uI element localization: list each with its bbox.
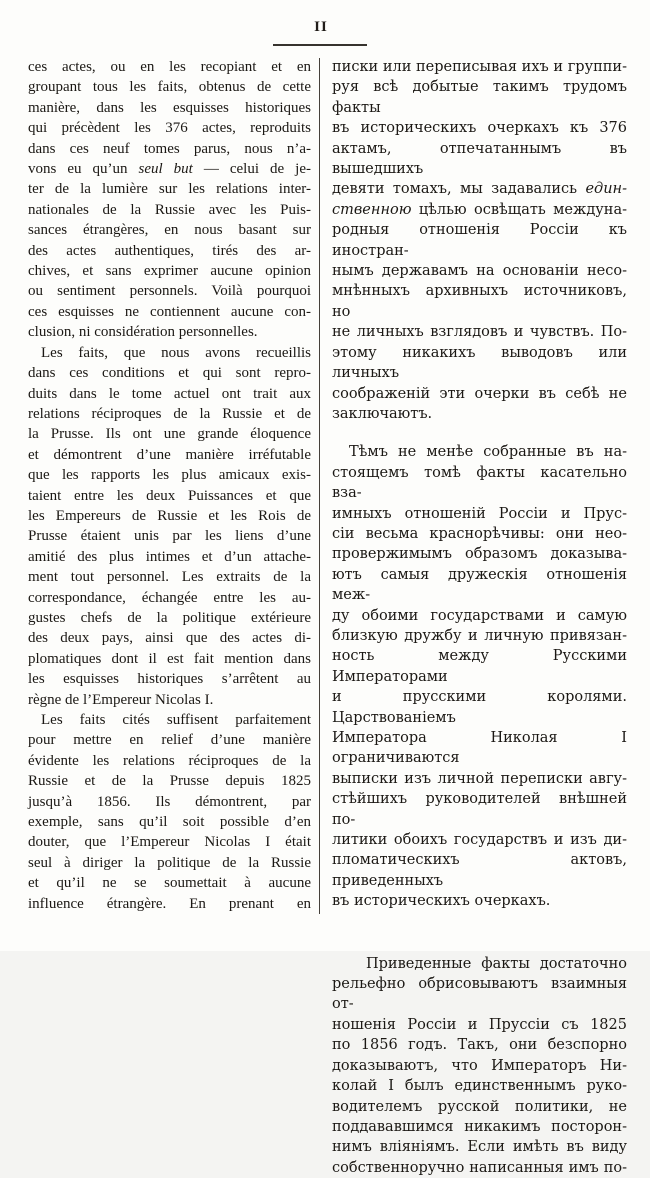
text-line: выписки изъ личной переписки авгу- xyxy=(332,770,627,787)
text-line: ces actes, ou en les recopiant et en xyxy=(28,59,311,75)
text-line: рельефно обрисовываютъ взаимныя от- xyxy=(332,976,627,1013)
text-line: имныхъ отношеній Россіи и Прус- xyxy=(332,505,627,522)
text-line: seul à diriger la politique de la Russie xyxy=(28,854,311,871)
text-line: колай I былъ единственнымъ руко- xyxy=(332,1078,627,1095)
text-line: по 1856 годъ. Такъ, они безспорно xyxy=(332,1037,627,1054)
text-line: amitié des plus intimes et d’un attache- xyxy=(28,548,311,565)
text-line: родныя отношенія Россіи къ иностран- xyxy=(332,222,627,259)
text-line: заключаютъ. xyxy=(332,405,433,422)
paragraph xyxy=(332,57,627,424)
text-line: correspondance, échangée entre les au- xyxy=(28,589,311,606)
text-line: руя всѣ добытые такимъ трудомъ факты xyxy=(332,79,627,116)
text-line: ces esquisses ne contiennent aucune con- xyxy=(28,303,311,320)
text-line: exemple, sans qu’il soit possible d’en xyxy=(28,814,311,831)
text-line: стоящемъ томѣ факты касательно вза- xyxy=(332,464,627,502)
text-line: ность между Русскими Императорами xyxy=(332,648,627,685)
text-line: dans ces neuf tomes parus, nous n’a- xyxy=(28,140,311,157)
text-line: pour mettre en relief d’une manière xyxy=(28,732,311,749)
text-line: этому никакихъ выводовъ или личныхъ xyxy=(332,344,627,382)
text-line: Приведенные факты достаточно xyxy=(366,955,627,972)
text-line: провержимымъ образомъ доказыва- xyxy=(332,546,627,563)
paragraph xyxy=(332,954,627,1178)
text-line: les esquisses historiques s’arrêtent au xyxy=(28,671,311,688)
text-line: нимъ вліяніямъ. Если имѣть въ виду xyxy=(332,1139,627,1156)
text-line: не личныхъ взглядовъ и чувствъ. По- xyxy=(332,324,627,341)
text-line: соображеній эти очерки въ себѣ не xyxy=(332,385,627,402)
text-line: douter, que l’Empereur Nicolas I était xyxy=(28,834,311,851)
text-line: Russie et de la Prusse depuis 1825 xyxy=(28,773,311,790)
russian-column xyxy=(332,57,627,1178)
text-line: сіи весьма краснорѣчивы: они нео- xyxy=(332,525,627,542)
text-line: ment tout personnel. Les extraits de la xyxy=(28,569,311,586)
column-divider xyxy=(319,58,320,914)
paragraph xyxy=(28,57,311,343)
text-line: gustes chefs de la politique extérieure xyxy=(28,609,311,626)
text-line: въ историческихъ очеркахъ къ 376 xyxy=(332,120,627,137)
text-line: нымъ державамъ на основаніи несо- xyxy=(332,263,627,280)
text-line: sances étrangères, en nous basant sur xyxy=(28,222,311,239)
text-line: собственноручно написанныя имъ по- xyxy=(332,1159,627,1176)
text-line: nationales de la Russie avec les Puis- xyxy=(28,201,311,218)
text-line: des deux pays, ainsi que des actes di- xyxy=(28,630,311,647)
text-line: que les rapports les plus amicaux exis- xyxy=(28,467,311,484)
text-line: Les faits cités suffisent parfaitement xyxy=(41,712,311,728)
text-line: ou sentiment personnels. Voilà pourquoi xyxy=(28,283,311,300)
text-line: водителемъ русской политики, не xyxy=(332,1098,627,1115)
text-line: Prusse étaient unis par les liens d’une xyxy=(28,528,311,545)
text-line: ношенія Россіи и Пруссіи съ 1825 xyxy=(332,1016,627,1033)
text-line: Императора Николая I ограничиваются xyxy=(332,730,627,767)
text-line: ютъ самыя дружескія отношенія меж- xyxy=(332,566,627,604)
text-line: Тѣмъ не менѣе собранные въ на- xyxy=(349,444,627,461)
text-line: актамъ, отпечатаннымъ въ вышедшихъ xyxy=(332,140,627,178)
text-line: ter de la lumière sur les relations inter- xyxy=(28,181,311,198)
text-line: jusqu’à 1856. Ils démontrent, par xyxy=(28,793,311,810)
text-line: qui précèdent les 376 actes, reproduits xyxy=(28,120,311,137)
text-line: писки или переписывая ихъ и группи- xyxy=(332,59,627,75)
header-rule xyxy=(273,44,367,46)
text-line: vons eu qu’un seul but — celui de je- xyxy=(28,161,311,178)
text-line: groupant tous les faits, obtenus de cette xyxy=(28,79,311,96)
paragraph xyxy=(28,710,311,914)
text-line: стѣйшихъ руководителей внѣшней по- xyxy=(332,791,627,828)
paragraph xyxy=(332,442,627,911)
text-line: la Prusse. Ils ont une grande éloquence xyxy=(28,426,311,443)
paragraph xyxy=(28,343,311,710)
text-line: et démontrent d’une manière irréfutable xyxy=(28,446,311,463)
text-line: clusion, ni considération personnelles. xyxy=(28,324,258,341)
text-line: ду обоими государствами и самую xyxy=(332,607,627,624)
text-line: и прусскими королями. Царствованіемъ xyxy=(332,689,627,726)
text-line: литики обоихъ государствъ и изъ ди- xyxy=(332,832,627,849)
text-line: пломатическихъ актовъ, приведенныхъ xyxy=(332,852,627,889)
text-line: des actes authentiques, tirés des ar- xyxy=(28,242,311,259)
text-line: близкую дружбу и личную привязан- xyxy=(332,627,627,644)
text-line: доказываютъ, что Императоръ Ни- xyxy=(332,1057,627,1074)
text-line: chives, et sans exprimer aucune opinion xyxy=(28,263,311,280)
text-line: influence étrangère. En prenant en xyxy=(28,895,311,912)
text-line: duits dans le tome actuel ont trait aux xyxy=(28,385,311,402)
text-line: ственною цѣлью освѣщать междуна- xyxy=(332,201,627,218)
text-line: relations réciproques de la Russie et de xyxy=(28,405,311,422)
text-line: plomatiques dont il est fait mention dans xyxy=(28,650,311,667)
text-line: les Empereurs de Russie et les Rois de xyxy=(28,507,311,524)
text-line: девяти томахъ, мы задавались един- xyxy=(332,181,627,198)
text-line: règne de l’Empereur Nicolas I. xyxy=(28,691,214,708)
french-column xyxy=(28,57,311,914)
text-line: dans ces conditions et qui sont repro- xyxy=(28,365,311,382)
text-line: Les faits, que nous avons recueillis xyxy=(41,344,311,361)
text-line: мнѣнныхъ архивныхъ источниковъ, но xyxy=(332,283,627,320)
page-number: II xyxy=(314,19,328,35)
text-line: et qu’il ne se soumettait à aucune xyxy=(28,875,311,892)
text-line: taient entre les deux Puissances et que xyxy=(28,487,311,504)
text-line: въ историческихъ очеркахъ. xyxy=(332,893,551,910)
text-line: manière, dans les esquisses historiques xyxy=(28,99,311,116)
text-line: поддававшимся никакимъ посторон- xyxy=(332,1118,627,1135)
text-line: évidente les relations réciproques de la xyxy=(28,752,311,769)
